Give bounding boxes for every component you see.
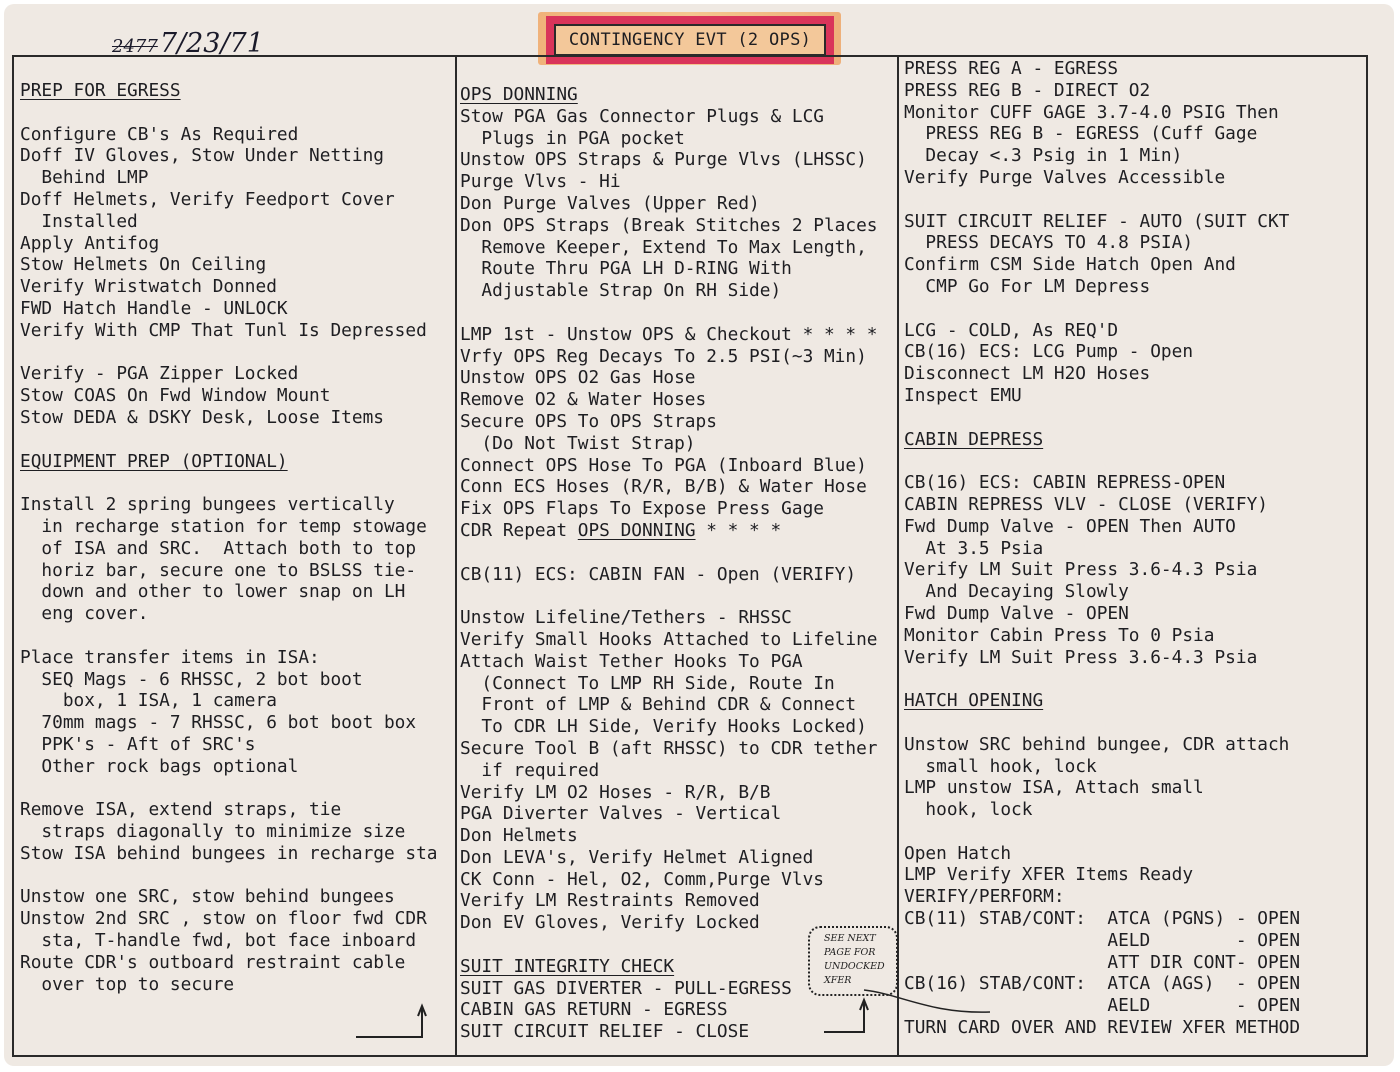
- checklist-line: [20, 538, 438, 560]
- checklist-line: [904, 189, 1300, 211]
- checklist-line: [460, 890, 878, 912]
- checklist-text: SEQ Mags - 6 RHSSC, 2 bot boot: [20, 668, 363, 690]
- checklist-text: Purge Vlvs - Hi: [460, 171, 621, 193]
- checklist-line: [904, 864, 1300, 886]
- checklist-text: CABIN REPRESS VLV - CLOSE (VERIFY): [904, 493, 1268, 515]
- checklist-line: [460, 803, 878, 825]
- checklist-text: LMP Verify XFER Items Ready: [904, 864, 1194, 886]
- checklist-text: VERIFY/PERFORM:: [904, 886, 1065, 908]
- checklist-line: [20, 712, 438, 734]
- checklist-text: Monitor Cabin Press To 0 Psia: [904, 624, 1215, 646]
- column-left: [20, 80, 438, 995]
- checklist-text: Doff Helmets, Verify Feedport Cover: [20, 188, 395, 210]
- checklist-line: [20, 342, 438, 364]
- checklist-line: [460, 433, 878, 455]
- checklist-line: [460, 738, 878, 760]
- checklist-text: Install 2 spring bungees vertically: [20, 494, 395, 516]
- checklist-text: CABIN GAS RETURN - EGRESS: [460, 999, 728, 1021]
- card-title: CONTINGENCY EVT (2 OPS): [554, 24, 826, 56]
- checklist-line: [904, 908, 1300, 930]
- checklist-line: [20, 669, 438, 691]
- column-divider-1: [455, 55, 457, 1057]
- checklist-line: [460, 782, 878, 804]
- checklist-text: Confirm CSM Side Hatch Open And: [904, 254, 1236, 276]
- checklist-line: [20, 233, 438, 255]
- checklist-line: [460, 258, 878, 280]
- checklist-text: SUIT CIRCUIT RELIEF - AUTO (SUIT CKT: [904, 210, 1290, 232]
- checklist-text: PGA Diverter Valves - Vertical: [460, 803, 782, 825]
- checklist-text: Stow ISA behind bungees in recharge sta: [20, 842, 438, 864]
- checklist-text: Installed: [20, 210, 138, 232]
- checklist-text: sta, T-handle fwd, bot face inboard: [20, 930, 417, 952]
- checklist-line: [904, 80, 1300, 102]
- checklist-text: Unstow one SRC, stow behind bungees: [20, 886, 395, 908]
- checklist-line: [904, 123, 1300, 145]
- checklist-line: [904, 647, 1300, 669]
- checklist-text: LCG - COLD, As REQ'D: [904, 319, 1119, 341]
- checklist-line: [904, 516, 1300, 538]
- checklist-text: Verify LM Restraints Removed: [460, 890, 760, 912]
- checklist-text: CB(11) ECS: CABIN FAN - Open (VERIFY): [460, 563, 857, 585]
- checklist-text: PPK's - Aft of SRC's: [20, 733, 256, 755]
- checklist-text: Verify With CMP That Tunl Is Depressed: [20, 319, 427, 341]
- checklist-line: [904, 886, 1300, 908]
- checklist-line: [20, 778, 438, 800]
- checklist-line: [904, 712, 1300, 734]
- checklist-line: [460, 476, 878, 498]
- checklist-text: Fwd Dump Valve - OPEN: [904, 602, 1129, 624]
- continue-arrow-icon: [352, 1002, 432, 1042]
- checklist-text: Don EV Gloves, Verify Locked: [460, 912, 760, 934]
- checklist-line: [460, 280, 878, 302]
- checklist-text: Stow Helmets On Ceiling: [20, 254, 267, 276]
- checklist-line: [20, 167, 438, 189]
- checklist-line: [460, 1021, 878, 1043]
- checklist-line: [904, 843, 1300, 865]
- checklist-text: Unstow OPS O2 Gas Hose: [460, 367, 696, 389]
- checklist-text: Route CDR's outboard restraint cable: [20, 951, 406, 973]
- checklist-text: Fwd Dump Valve - OPEN Then AUTO: [904, 515, 1236, 537]
- checklist-line: [460, 215, 878, 237]
- checklist-line: [904, 211, 1300, 233]
- checklist-text: Adjustable Strap On RH Side): [460, 280, 782, 302]
- checklist-text: Verify Small Hooks Attached to Lifeline: [460, 628, 878, 650]
- checklist-text: Verify LM Suit Press 3.6-4.3 Psia: [904, 559, 1258, 581]
- checklist-line: [460, 760, 878, 782]
- checklist-text: LMP unstow ISA, Attach small: [904, 777, 1204, 799]
- section-heading: SUIT INTEGRITY CHECK: [460, 955, 675, 977]
- checklist-line: [904, 734, 1300, 756]
- section-heading: EQUIPMENT PREP (OPTIONAL): [20, 450, 288, 472]
- checklist-line: [904, 625, 1300, 647]
- checklist-line: [904, 450, 1300, 472]
- checklist-text: Verify Purge Valves Accessible: [904, 166, 1226, 188]
- note-line: UNDOCKED: [824, 961, 885, 972]
- checklist-line: [460, 498, 878, 520]
- checklist-text: box, 1 ISA, 1 camera: [20, 690, 277, 712]
- checklist-text: PRESS REG B - DIRECT O2: [904, 79, 1151, 101]
- checklist-line: [20, 865, 438, 887]
- checklist-text: Stow DEDA & DSKY Desk, Loose Items: [20, 406, 384, 428]
- checklist-text: small hook, lock: [904, 755, 1097, 777]
- checklist-line: [904, 930, 1300, 952]
- checklist-line: [460, 999, 878, 1021]
- checklist-line: [904, 145, 1300, 167]
- checklist-line: [904, 298, 1300, 320]
- checklist-line: [904, 668, 1300, 690]
- checklist-line: [904, 58, 1300, 80]
- checklist-text: Verify - PGA Zipper Locked: [20, 363, 299, 385]
- checklist-line: [20, 254, 438, 276]
- checklist-text: Conn ECS Hoses (R/R, B/B) & Water Hose: [460, 476, 867, 498]
- column-right: [904, 58, 1300, 1039]
- checklist-line: [460, 193, 878, 215]
- checklist-text: Connect OPS Hose To PGA (Inboard Blue): [460, 454, 867, 476]
- checklist-text: AELD - OPEN: [904, 929, 1301, 951]
- checklist-text: Unstow 2nd SRC , stow on floor fwd CDR: [20, 908, 427, 930]
- checklist-line: [20, 908, 438, 930]
- checklist-line: [20, 494, 438, 516]
- checklist-text: CB(16) ECS: CABIN REPRESS-OPEN: [904, 472, 1226, 494]
- checklist-line: [460, 128, 878, 150]
- checklist-line: [904, 341, 1300, 363]
- checklist-text: CDR Repeat: [460, 519, 578, 541]
- checklist-line: [904, 538, 1300, 560]
- checklist-line: [904, 472, 1300, 494]
- checklist-line: [460, 716, 878, 738]
- checklist-line: [460, 324, 878, 346]
- checklist-line: [20, 298, 438, 320]
- checklist-line: [904, 494, 1300, 516]
- checklist-text: Open Hatch: [904, 842, 1012, 864]
- checklist-line: [20, 821, 438, 843]
- date-text: 7/23/71: [159, 28, 264, 59]
- checklist-line: [460, 171, 878, 193]
- checklist-line: [904, 102, 1300, 124]
- checklist-line: [460, 367, 878, 389]
- checklist-line: [20, 886, 438, 908]
- checklist-text: if required: [460, 759, 600, 781]
- note-line: XFER: [824, 975, 852, 986]
- checklist-line: [904, 603, 1300, 625]
- checklist-line: [20, 276, 438, 298]
- checklist-text: Front of LMP & Behind CDR & Connect: [460, 694, 857, 716]
- checklist-line: [20, 407, 438, 429]
- checklist-text: Route Thru PGA LH D-RING With: [460, 258, 792, 280]
- checklist-text: Verify LM Suit Press 3.6-4.3 Psia: [904, 646, 1258, 668]
- checklist-line: [460, 106, 878, 128]
- checklist-line: [460, 607, 878, 629]
- checklist-text: CK Conn - Hel, O2, Comm,Purge Vlvs: [460, 868, 824, 890]
- note-line: SEE NEXT: [824, 933, 876, 944]
- checklist-text: Configure CB's As Required: [20, 123, 299, 145]
- checklist-text: Apply Antifog: [20, 232, 160, 254]
- section-heading: PREP FOR EGRESS: [20, 80, 181, 101]
- checklist-line: [20, 690, 438, 712]
- checklist-line: [20, 102, 438, 124]
- checklist-text: Plugs in PGA pocket: [460, 127, 685, 149]
- section-heading: OPS DONNING: [460, 84, 578, 105]
- checklist-line: [460, 825, 878, 847]
- checklist-line: [20, 647, 438, 669]
- checklist-line: [904, 276, 1300, 298]
- checklist-line: [460, 237, 878, 259]
- checklist-text: PRESS REG A - EGRESS: [904, 58, 1119, 79]
- checklist-text: over top to secure: [20, 973, 235, 995]
- checklist-text: CB(11) STAB/CONT: ATCA (PGNS) - OPEN: [904, 908, 1301, 930]
- checklist-text: straps diagonally to minimize size: [20, 821, 406, 843]
- checklist-text: At 3.5 Psia: [904, 537, 1044, 559]
- checklist-line: [904, 581, 1300, 603]
- column-divider-2: [897, 55, 899, 1057]
- checklist-line: [460, 149, 878, 171]
- checklist-line: [460, 411, 878, 433]
- checklist-line: [904, 777, 1300, 799]
- checklist-line: [460, 629, 878, 651]
- checklist-text: eng cover.: [20, 603, 149, 625]
- checklist-text: Don LEVA's, Verify Helmet Aligned: [460, 846, 814, 868]
- checklist-line: [904, 320, 1300, 342]
- checklist-text: Doff IV Gloves, Stow Under Netting: [20, 145, 384, 167]
- checklist-line: [460, 346, 878, 368]
- section-heading: CABIN DEPRESS: [904, 428, 1044, 450]
- checklist-line: [460, 564, 878, 586]
- checklist-line: [904, 690, 1300, 712]
- checklist-text: CMP Go For LM Depress: [904, 275, 1151, 297]
- checklist-text: 70mm mags - 7 RHSSC, 6 bot boot box: [20, 712, 417, 734]
- checklist-line: [460, 847, 878, 869]
- checklist-text: CB(16) STAB/CONT: ATCA (AGS) - OPEN: [904, 973, 1301, 995]
- checklist-line: [20, 145, 438, 167]
- checklist-text: (Connect To LMP RH Side, Route In: [460, 672, 835, 694]
- checklist-text: Monitor CUFF GAGE 3.7-4.0 PSIG Then: [904, 101, 1279, 123]
- checklist-line: [904, 363, 1300, 385]
- struck-date: 2477: [112, 36, 158, 57]
- column-middle: [460, 84, 878, 1043]
- checklist-text: (Do Not Twist Strap): [460, 432, 696, 454]
- section-reference: OPS DONNING: [577, 519, 696, 541]
- checklist-text: in recharge station for temp stowage: [20, 515, 427, 537]
- checklist-line: [460, 542, 878, 564]
- checklist-text: Remove O2 & Water Hoses: [460, 389, 707, 411]
- note-line: PAGE FOR: [824, 947, 876, 958]
- checklist-line: [20, 560, 438, 582]
- checklist-line: [20, 843, 438, 865]
- checklist-line: [460, 694, 878, 716]
- checklist-line: [20, 189, 438, 211]
- checklist-text: TURN CARD OVER AND REVIEW XFER METHOD: [904, 1017, 1301, 1039]
- checklist-line: [460, 389, 878, 411]
- checklist-line: [904, 254, 1300, 276]
- checklist-line: [904, 385, 1300, 407]
- checklist-line: [20, 124, 438, 146]
- checklist-text: PRESS DECAYS TO 4.8 PSIA): [904, 232, 1194, 254]
- checklist-line: [20, 516, 438, 538]
- checklist-line: [20, 211, 438, 233]
- checklist-text: Unstow SRC behind bungee, CDR attach: [904, 733, 1290, 755]
- checklist-text: Stow PGA Gas Connector Plugs & LCG: [460, 105, 824, 127]
- checklist-text: Don OPS Straps (Break Stitches 2 Places: [460, 214, 878, 236]
- checklist-line: [20, 320, 438, 342]
- checklist-line: [20, 974, 438, 996]
- checklist-line: [904, 167, 1300, 189]
- checklist-line: [20, 930, 438, 952]
- checklist-line: [460, 585, 878, 607]
- checklist-line: [904, 756, 1300, 778]
- checklist-line: [460, 673, 878, 695]
- checklist-text: To CDR LH Side, Verify Hooks Locked): [460, 716, 867, 738]
- checklist-line: [20, 80, 438, 102]
- checklist-line: [20, 734, 438, 756]
- checklist-text: FWD Hatch Handle - UNLOCK: [20, 297, 288, 319]
- checklist-text: Attach Waist Tether Hooks To PGA: [460, 650, 803, 672]
- checklist-text: Don Helmets: [460, 825, 578, 847]
- checklist-text: Secure OPS To OPS Straps: [460, 410, 717, 432]
- checklist-text: Unstow OPS Straps & Purge Vlvs (LHSSC): [460, 149, 867, 171]
- checklist-line: [20, 625, 438, 647]
- checklist-text: Verify LM O2 Hoses - R/R, B/B: [460, 781, 771, 803]
- checklist-line: [20, 799, 438, 821]
- checklist-text: Remove Keeper, Extend To Max Length,: [460, 236, 867, 258]
- checklist-text: Secure Tool B (aft RHSSC) to CDR tether: [460, 737, 878, 759]
- checklist-line: [460, 520, 878, 542]
- checklist-line: [460, 869, 878, 891]
- checklist-line: [460, 84, 878, 106]
- checklist-line: [904, 559, 1300, 581]
- checklist-text: Inspect EMU: [904, 384, 1022, 406]
- checklist-line: [904, 407, 1300, 429]
- checklist-text: Unstow Lifeline/Tethers - RHSSC: [460, 607, 792, 629]
- checklist-text: And Decaying Slowly: [904, 581, 1129, 603]
- checklist-line: [20, 756, 438, 778]
- checklist-line: [460, 302, 878, 324]
- checklist-text: Other rock bags optional: [20, 755, 299, 777]
- checklist-line: [904, 429, 1300, 451]
- checklist-line: [20, 472, 438, 494]
- checklist-text: hook, lock: [904, 799, 1033, 821]
- checklist-text: SUIT GAS DIVERTER - PULL-EGRESS: [460, 977, 792, 999]
- pointer-line-icon: [860, 984, 1000, 1024]
- checklist-text: Decay <.3 Psig in 1 Min): [904, 145, 1183, 167]
- checklist-text: Place transfer items in ISA:: [20, 646, 320, 668]
- checklist-text: Stow COAS On Fwd Window Mount: [20, 385, 331, 407]
- checklist-text: CB(16) ECS: LCG Pump - Open: [904, 341, 1194, 363]
- checklist-text: Verify Wristwatch Donned: [20, 276, 277, 298]
- checklist-line: [20, 603, 438, 625]
- checklist-line: [20, 581, 438, 603]
- checklist-text: LMP 1st - Unstow OPS & Checkout * * * *: [460, 323, 878, 345]
- checklist-line: [20, 385, 438, 407]
- checklist-text: of ISA and SRC. Attach both to top: [20, 537, 417, 559]
- checklist-line: [904, 952, 1300, 974]
- checklist-text: SUIT CIRCUIT RELIEF - CLOSE: [460, 1021, 750, 1043]
- checklist-text: Vrfy OPS Reg Decays To 2.5 PSI(~3 Min): [460, 345, 867, 367]
- checklist-text: Don Purge Valves (Upper Red): [460, 192, 760, 214]
- checklist-line: [20, 451, 438, 473]
- checklist-line: [904, 232, 1300, 254]
- checklist-text: Behind LMP: [20, 167, 149, 189]
- checklist-line: [904, 821, 1300, 843]
- checklist-line: [20, 429, 438, 451]
- checklist-line: [20, 363, 438, 385]
- checklist-text: down and other to lower snap on LH: [20, 581, 406, 603]
- section-heading: HATCH OPENING: [904, 690, 1044, 712]
- checklist-text: Remove ISA, extend straps, tie: [20, 799, 342, 821]
- checklist-text: Fix OPS Flaps To Expose Press Gage: [460, 498, 824, 520]
- checklist-line: [460, 455, 878, 477]
- checklist-line: [460, 651, 878, 673]
- checklist-text: ATT DIR CONT- OPEN: [904, 951, 1301, 973]
- checklist-line: [20, 952, 438, 974]
- checklist-text: PRESS REG B - EGRESS (Cuff Gage: [904, 123, 1258, 145]
- checklist-text: horiz bar, secure one to BSLSS tie-: [20, 559, 417, 581]
- checklist-line: [904, 799, 1300, 821]
- checklist-text: AELD - OPEN: [904, 995, 1301, 1017]
- checklist-text: * * * *: [695, 519, 782, 541]
- checklist-text: Disconnect LM H2O Hoses: [904, 363, 1151, 385]
